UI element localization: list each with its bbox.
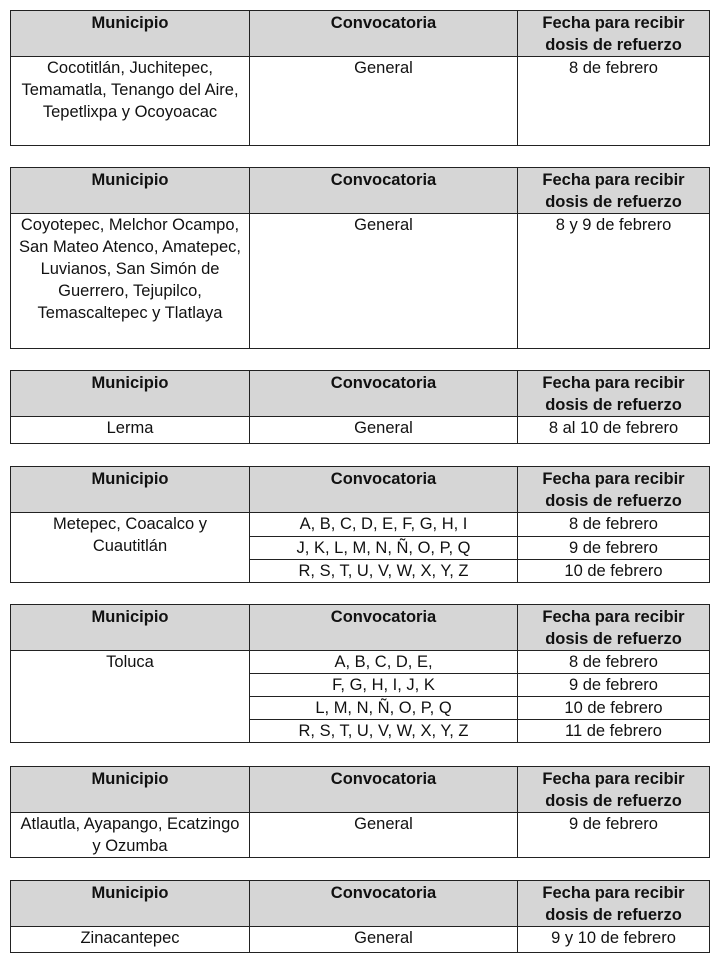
header-municipio: Municipio bbox=[11, 371, 250, 417]
header-municipio: Municipio bbox=[11, 767, 250, 813]
header-convocatoria: Convocatoria bbox=[250, 371, 518, 417]
convocatoria-cell: R, S, T, U, V, W, X, Y, Z bbox=[250, 720, 518, 743]
table-row bbox=[11, 927, 710, 953]
header-fecha: Fecha para recibir dosis de refuerzo bbox=[518, 11, 710, 57]
table-row bbox=[11, 513, 710, 537]
table-row bbox=[11, 813, 710, 858]
fecha-cell: 9 de febrero bbox=[518, 537, 710, 560]
fecha-cell: 8 al 10 de febrero bbox=[518, 417, 710, 444]
header-row bbox=[11, 11, 710, 57]
convocatoria-cell: L, M, N, Ñ, O, P, Q bbox=[250, 697, 518, 720]
convocatoria-cell: F, G, H, I, J, K bbox=[250, 674, 518, 697]
header-fecha: Fecha para recibir dosis de refuerzo bbox=[518, 881, 710, 927]
municipio-cell: Cocotitlán, Juchitepec, Temamatla, Tenango del Aire, Tepetlixpa y Ocoyoacac bbox=[11, 57, 250, 146]
convocatoria-cell: A, B, C, D, E, bbox=[250, 651, 518, 674]
schedule-table bbox=[10, 167, 710, 349]
fecha-cell: 8 de febrero bbox=[518, 57, 710, 146]
header-fecha: Fecha para recibir dosis de refuerzo bbox=[518, 168, 710, 214]
header-municipio: Municipio bbox=[11, 467, 250, 513]
header-municipio: Municipio bbox=[11, 168, 250, 214]
fecha-cell: 8 de febrero bbox=[518, 651, 710, 674]
header-row bbox=[11, 767, 710, 813]
municipio-cell: Atlautla, Ayapango, Ecatzingo y Ozumba bbox=[11, 813, 250, 858]
municipio-cell: Lerma bbox=[11, 417, 250, 444]
fecha-cell: 10 de febrero bbox=[518, 560, 710, 583]
convocatoria-cell: A, B, C, D, E, F, G, H, I bbox=[250, 513, 518, 537]
table-row bbox=[11, 214, 710, 349]
header-convocatoria: Convocatoria bbox=[250, 605, 518, 651]
header-convocatoria: Convocatoria bbox=[250, 168, 518, 214]
fecha-cell: 9 de febrero bbox=[518, 813, 710, 858]
schedule-table bbox=[10, 370, 710, 444]
header-fecha: Fecha para recibir dosis de refuerzo bbox=[518, 767, 710, 813]
schedule-table bbox=[10, 880, 710, 953]
municipio-cell: Zinacantepec bbox=[11, 927, 250, 953]
header-row bbox=[11, 605, 710, 651]
schedule-table bbox=[10, 604, 710, 743]
schedule-table bbox=[10, 10, 710, 146]
fecha-cell: 9 de febrero bbox=[518, 674, 710, 697]
header-row bbox=[11, 371, 710, 417]
header-municipio: Municipio bbox=[11, 605, 250, 651]
table-row bbox=[11, 651, 710, 674]
fecha-cell: 11 de febrero bbox=[518, 720, 710, 743]
schedule-table bbox=[10, 466, 710, 583]
convocatoria-cell: General bbox=[250, 57, 518, 146]
convocatoria-cell: General bbox=[250, 813, 518, 858]
fecha-cell: 8 de febrero bbox=[518, 513, 710, 537]
header-convocatoria: Convocatoria bbox=[250, 881, 518, 927]
header-convocatoria: Convocatoria bbox=[250, 467, 518, 513]
header-row bbox=[11, 881, 710, 927]
header-fecha: Fecha para recibir dosis de refuerzo bbox=[518, 467, 710, 513]
header-row bbox=[11, 168, 710, 214]
table-row bbox=[11, 417, 710, 444]
header-convocatoria: Convocatoria bbox=[250, 11, 518, 57]
convocatoria-cell: J, K, L, M, N, Ñ, O, P, Q bbox=[250, 537, 518, 560]
fecha-cell: 10 de febrero bbox=[518, 697, 710, 720]
municipio-cell: Metepec, Coacalco y Cuautitlán bbox=[11, 513, 250, 583]
header-municipio: Municipio bbox=[11, 881, 250, 927]
convocatoria-cell: General bbox=[250, 927, 518, 953]
fecha-cell: 9 y 10 de febrero bbox=[518, 927, 710, 953]
fecha-cell: 8 y 9 de febrero bbox=[518, 214, 710, 349]
header-row bbox=[11, 467, 710, 513]
municipio-cell: Toluca bbox=[11, 651, 250, 743]
schedule-table bbox=[10, 766, 710, 858]
convocatoria-cell: R, S, T, U, V, W, X, Y, Z bbox=[250, 560, 518, 583]
header-municipio: Municipio bbox=[11, 11, 250, 57]
municipio-cell: Coyotepec, Melchor Ocampo, San Mateo Atenco, Amatepec, Luvianos, San Simón de Guerrero, Tejupilco, Temascaltepec y Tlatlaya bbox=[11, 214, 250, 349]
convocatoria-cell: General bbox=[250, 417, 518, 444]
header-fecha: Fecha para recibir dosis de refuerzo bbox=[518, 371, 710, 417]
convocatoria-cell: General bbox=[250, 214, 518, 349]
header-fecha: Fecha para recibir dosis de refuerzo bbox=[518, 605, 710, 651]
header-convocatoria: Convocatoria bbox=[250, 767, 518, 813]
table-row bbox=[11, 57, 710, 146]
